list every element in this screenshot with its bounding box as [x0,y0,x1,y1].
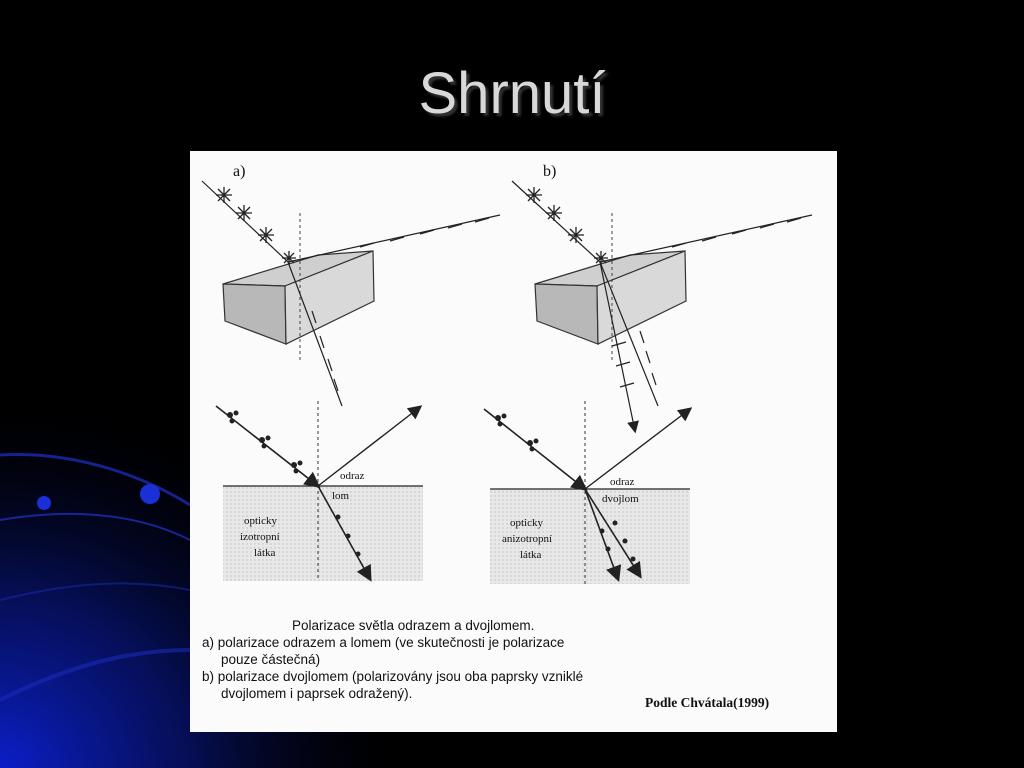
panel-a-interface-diagram [216,401,423,581]
panel-b-refraction-label: dvojlom [602,493,639,505]
panel-a-label: a) [233,163,246,180]
panel-b-label: b) [543,163,557,180]
panel-b-material-label-1: opticky [510,517,543,529]
figure-credit: Podle Chvátala(1999) [645,695,770,710]
panel-b-crystal-block [535,251,686,344]
panel-a-reflection-label: odraz [340,470,365,482]
caption-item-b-line1: b) polarizace dvojlomem (polarizovány jsou oba paprsky vzniklé [202,669,584,684]
caption-title: Polarizace světla odrazem a dvojlomem. [292,618,535,633]
panel-a-refraction-label: lom [332,490,350,502]
panel-b-interface-diagram [484,401,690,584]
panel-a-material-label-3: látka [254,547,276,559]
panel-b-material-label-3: látka [520,549,542,561]
panel-a-material-label-1: opticky [244,515,277,527]
panel-a-crystal-block [223,251,374,344]
caption-item-a-line2: pouze částečná) [221,652,321,667]
caption-item-b-line2: dvojlomem i paprsek odražený). [221,686,413,701]
figure-polarization [190,151,837,732]
panel-b-reflection-label: odraz [610,476,635,488]
figure-caption [202,617,822,702]
caption-item-a-line1: a) polarizace odrazem a lomem (ve skutečnosti je polarizace [202,635,565,650]
slide-title: Shrnutí [418,61,606,126]
panel-b-material-label-2: anizotropní [502,533,553,545]
panel-a-material-label-2: izotropní [240,531,280,543]
